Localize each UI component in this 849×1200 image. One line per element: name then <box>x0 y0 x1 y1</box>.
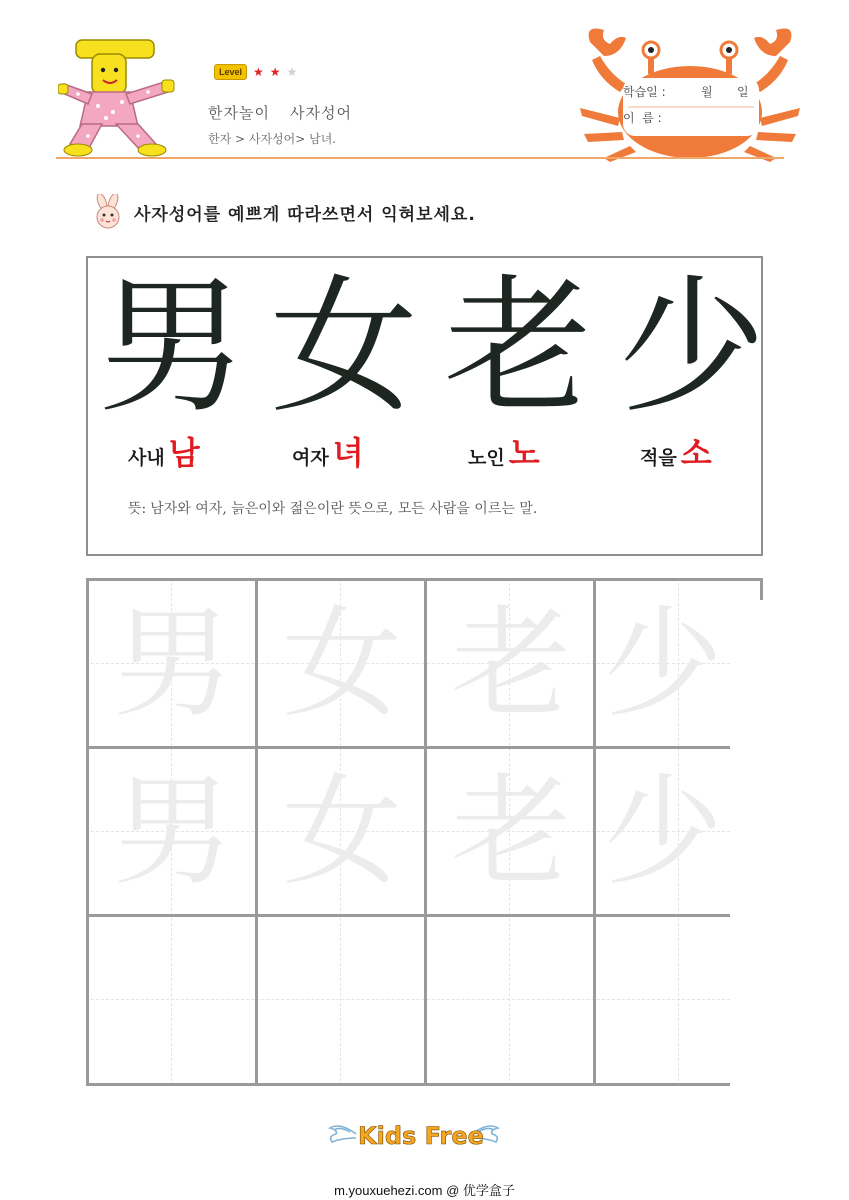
reading-1 <box>128 436 200 470</box>
trace-char: 男 <box>113 763 233 902</box>
idiom-characters <box>88 261 766 433</box>
reading-4 <box>640 436 712 470</box>
trace-char: 老 <box>451 595 571 734</box>
level-badge: Level <box>214 64 247 80</box>
grid-line <box>593 578 596 1086</box>
trace-char: 男 <box>113 595 233 734</box>
writing-cell[interactable] <box>258 917 424 1083</box>
grid-border <box>760 578 763 600</box>
rabbit-icon <box>90 194 126 230</box>
reading-sound: 남 <box>168 434 200 472</box>
grid-border <box>86 1083 730 1086</box>
star-filled-icon: ★ <box>269 65 281 79</box>
reading-sound: 소 <box>680 434 712 472</box>
reading-meaning: 노인 <box>468 447 505 469</box>
grid-line <box>424 578 427 1086</box>
idiom-char-1: 男 <box>98 261 246 433</box>
writing-cell[interactable] <box>427 917 593 1083</box>
idiom-char-3: 老 <box>444 261 592 433</box>
trace-char: 少 <box>603 763 723 902</box>
grid-line <box>86 914 730 917</box>
logo-text: Kids Free <box>358 1122 484 1150</box>
trace-char: 女 <box>282 763 402 902</box>
reading-meaning: 사내 <box>128 447 165 469</box>
study-date-label: 학습일 : <box>623 84 666 99</box>
grid-border <box>86 578 89 1086</box>
idiom-card <box>86 256 766 556</box>
subtitle-text: 사자성어 <box>289 104 352 122</box>
practice-grid <box>86 578 763 1086</box>
level-indicator <box>214 64 297 80</box>
star-empty-icon: ★ <box>286 65 298 79</box>
trace-char: 老 <box>451 763 571 902</box>
meaning-text: 남자와 여자, 늙은이와 젊은이란 뜻으로, 모든 사람을 이르는 말. <box>150 501 538 517</box>
idiom-char-4: 少 <box>618 261 766 433</box>
meaning-label: 뜻: <box>128 501 147 517</box>
reading-sound: 녀 <box>332 434 364 472</box>
mascot-illustration <box>58 36 178 158</box>
study-date-row <box>623 78 757 104</box>
footer-url: m.youxuehezi.com @ 优学盒子 <box>334 1183 515 1198</box>
title-text: 한자놀이 <box>208 104 270 122</box>
worksheet-title <box>208 102 352 123</box>
idiom-char-2: 女 <box>270 261 418 433</box>
worksheet-header <box>0 0 849 165</box>
trace-char: 女 <box>282 595 402 734</box>
month-label: 월 <box>701 84 713 99</box>
grid-line <box>86 746 730 749</box>
trace-char: 少 <box>603 595 723 734</box>
reading-meaning: 적을 <box>640 447 677 469</box>
grid-line <box>255 578 258 1086</box>
instruction-text: 사자성어를 예쁘게 따라쓰면서 익혀보세요. <box>134 204 476 225</box>
reading-2 <box>292 436 364 470</box>
day-label: 일 <box>737 84 749 99</box>
idiom-meaning <box>128 498 537 518</box>
writing-cell[interactable] <box>89 917 255 1083</box>
kids-free-logo <box>326 1112 502 1156</box>
name-label: 이 름 : <box>623 110 662 125</box>
reading-meaning: 여자 <box>292 447 329 469</box>
header-divider <box>56 157 784 159</box>
student-info-form <box>623 78 757 134</box>
reading-3 <box>468 436 540 470</box>
star-filled-icon: ★ <box>253 65 264 79</box>
breadcrumb: 한자 > 사자성어> 남녀. <box>208 132 337 146</box>
instruction <box>90 194 476 230</box>
idiom-readings <box>88 436 761 476</box>
writing-cell[interactable] <box>596 917 730 1083</box>
name-row <box>623 104 757 130</box>
reading-sound: 노 <box>508 434 540 472</box>
